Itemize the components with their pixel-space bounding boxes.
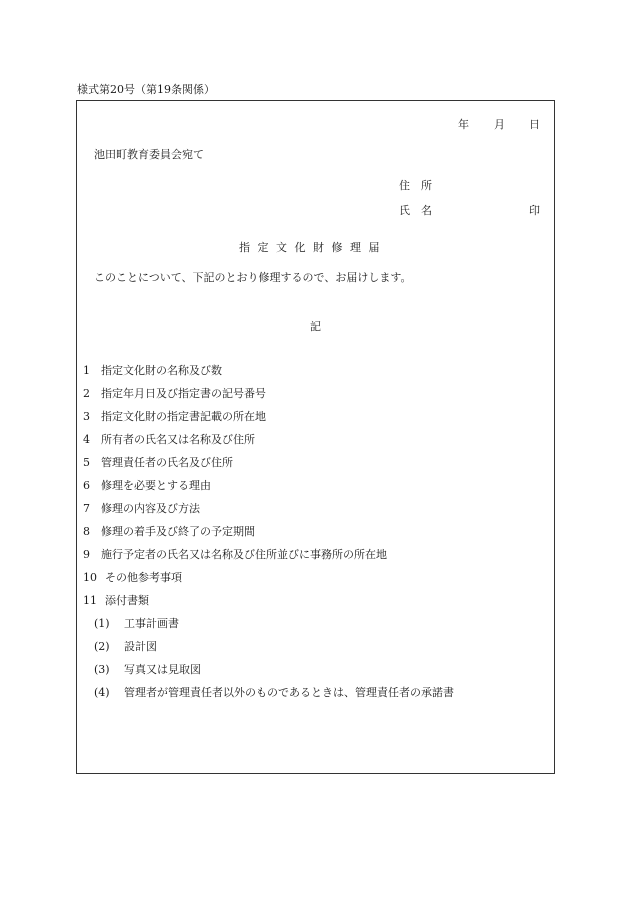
item-number: 9 <box>83 548 90 561</box>
item-number: 6 <box>83 479 90 492</box>
item-text: 指定年月日及び指定書の記号番号 <box>101 387 266 400</box>
attachment-number: (3) <box>94 663 110 676</box>
item-number: 11 <box>83 594 97 607</box>
item-text: 指定文化財の指定書記載の所在地 <box>101 410 266 423</box>
form-number-label: 様式第20号（第19条関係） <box>77 83 215 96</box>
name-label: 氏 名 <box>399 204 432 217</box>
address-label: 住 所 <box>399 179 432 192</box>
seal-mark: 印 <box>529 204 540 217</box>
item-text: 修理の着手及び終了の予定期間 <box>101 525 255 538</box>
item-number: 10 <box>83 571 97 584</box>
attachment-text: 管理者が管理責任者以外のものであるときは、管理責任者の承諾書 <box>124 686 454 699</box>
note-heading: 記 <box>310 320 321 333</box>
item-text: 所有者の氏名又は名称及び住所 <box>101 433 255 446</box>
date-line <box>77 118 556 132</box>
item-text: 修理を必要とする理由 <box>101 479 211 492</box>
attachment-number: (4) <box>94 686 110 699</box>
item-number: 3 <box>83 410 90 423</box>
document-title: 指 定 文 化 財 修 理 届 <box>239 241 382 254</box>
notification-form <box>76 100 555 774</box>
attachment-text: 工事計画書 <box>124 617 179 630</box>
item-text: その他参考事項 <box>105 571 182 584</box>
month-label: 月 <box>494 118 505 131</box>
attachment-text: 写真又は見取図 <box>124 663 201 676</box>
item-number: 4 <box>83 433 90 446</box>
item-text: 管理責任者の氏名及び住所 <box>101 456 233 469</box>
item-number: 5 <box>83 456 90 469</box>
item-number: 2 <box>83 387 90 400</box>
item-number: 7 <box>83 502 90 515</box>
item-text: 指定文化財の名称及び数 <box>101 364 222 377</box>
day-label: 日 <box>529 118 540 131</box>
attachment-number: (1) <box>94 617 110 630</box>
item-number: 8 <box>83 525 90 538</box>
attachment-number: (2) <box>94 640 110 653</box>
item-text: 施行予定者の氏名又は名称及び住所並びに事務所の所在地 <box>101 548 387 561</box>
item-number: 1 <box>83 364 90 377</box>
item-text: 修理の内容及び方法 <box>101 502 200 515</box>
intro-sentence: このことについて、下記のとおり修理するので、お届けします。 <box>94 271 412 284</box>
year-label: 年 <box>458 118 469 131</box>
addressee: 池田町教育委員会宛て <box>94 148 204 161</box>
attachment-text: 設計図 <box>124 640 157 653</box>
item-text: 添付書類 <box>105 594 149 607</box>
